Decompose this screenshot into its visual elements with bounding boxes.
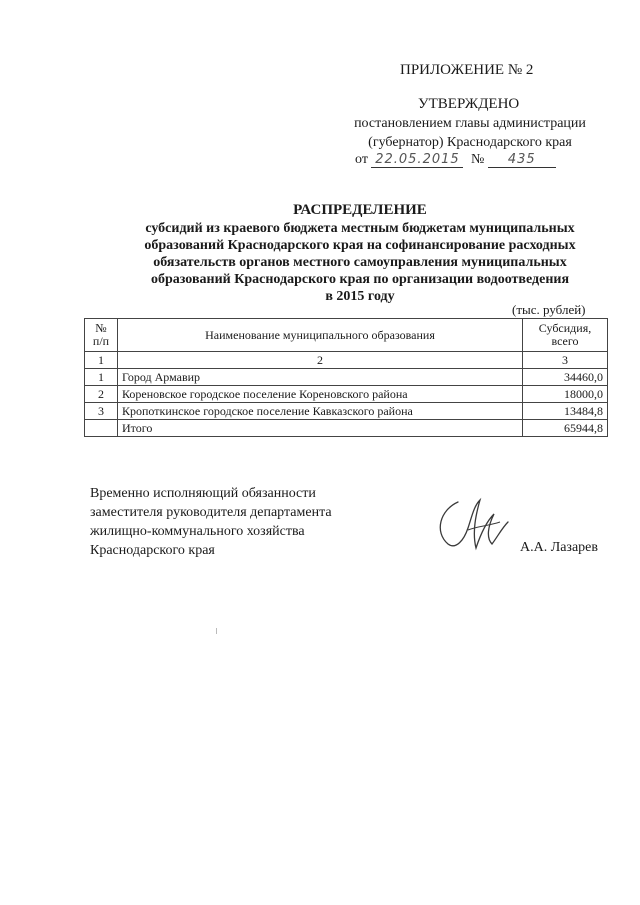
signatory-title-line-2: заместителя руководителя департамента: [90, 505, 332, 520]
approved-label: УТВЕРЖДЕНО: [418, 96, 520, 112]
header-sum: Субсидия, всего: [523, 319, 608, 352]
signatory-title-line-1: Временно исполняющий обязанности: [90, 486, 316, 501]
row-num: 3: [85, 403, 118, 420]
signatory-title-line-3: жилищно-коммунального хозяйства: [90, 524, 305, 539]
header-num: № п/п: [85, 319, 118, 352]
total-row: [85, 420, 608, 437]
row-num: 1: [85, 369, 118, 386]
total-sum: 65944,8: [523, 420, 608, 437]
table-row: [85, 369, 608, 386]
total-num-cell: [85, 420, 118, 437]
signer-name: А.А. Лазарев: [520, 540, 598, 555]
units-label: (тыс. рублей): [512, 302, 586, 317]
subtitle-line-4: образований Краснодарского края по организации водоотведения: [150, 272, 570, 287]
handwritten-signature: [428, 492, 518, 562]
table-header-row: [85, 319, 608, 352]
table-row: [85, 386, 608, 403]
header-name: Наименование муниципального образования: [118, 319, 523, 352]
subsidy-table: [84, 318, 608, 437]
decree-date: 22.05.2015: [371, 152, 463, 168]
decree-line-1: постановлением главы администрации: [354, 116, 586, 131]
decree-line-2: (губернатор) Краснодарского края: [368, 135, 572, 150]
row-sum: 34460,0: [523, 369, 608, 386]
column-number: 1: [85, 352, 118, 369]
appendix-label: ПРИЛОЖЕНИЕ № 2: [400, 62, 534, 78]
document-subtitle: [100, 220, 620, 305]
signatory-title-line-4: Краснодарского края: [90, 543, 215, 558]
number-prefix: №: [470, 152, 485, 167]
row-name: Кореновское городское поселение Кореновского района: [118, 386, 523, 403]
subtitle-line-2: образований Краснодарского края на софинансирование расходных: [144, 238, 576, 253]
decree-number: 435: [488, 152, 556, 168]
column-number: 3: [523, 352, 608, 369]
scan-speck: [216, 628, 217, 634]
row-sum: 13484,8: [523, 403, 608, 420]
subtitle-line-3: обязательств органов местного самоуправления муниципальных: [153, 255, 567, 270]
document-title: РАСПРЕДЕЛЕНИЕ: [293, 202, 427, 218]
column-number-row: [85, 352, 608, 369]
subtitle-line-5: в 2015 году: [325, 289, 395, 304]
decree-date-number: [355, 152, 556, 168]
row-num: 2: [85, 386, 118, 403]
row-sum: 18000,0: [523, 386, 608, 403]
column-number: 2: [118, 352, 523, 369]
table-row: [85, 403, 608, 420]
signature-stroke: [440, 500, 508, 548]
row-name: Кропоткинское городское поселение Кавказского района: [118, 403, 523, 420]
date-prefix: от: [355, 152, 368, 167]
subtitle-line-1: субсидий из краевого бюджета местным бюджетам муниципальных: [145, 221, 575, 236]
row-name: Город Армавир: [118, 369, 523, 386]
total-label: Итого: [118, 420, 523, 437]
